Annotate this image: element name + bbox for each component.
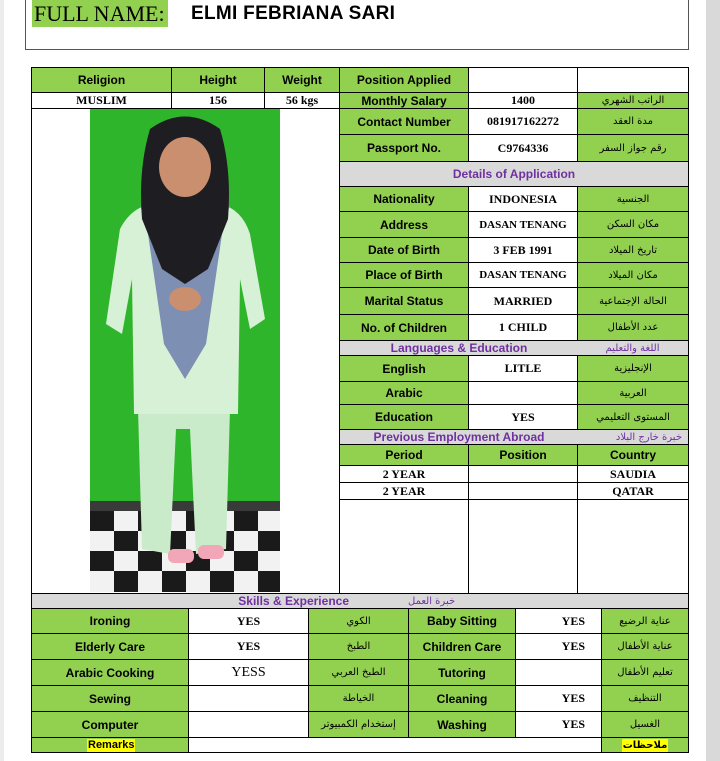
full-name-value: ELMI FEBRIANA SARI <box>191 3 396 24</box>
place-of-birth-ar: مكان الميلاد <box>577 262 689 288</box>
details-of-application-title: Details of Application <box>339 161 689 187</box>
position-applied-label: Position Applied <box>339 67 469 93</box>
remarks-label: Remarks <box>88 738 135 751</box>
sewing-value <box>188 685 309 712</box>
address-value: DASAN TENANG <box>468 211 578 238</box>
english-ar: الإنجليزية <box>577 355 689 382</box>
elderly-care-value: YES <box>188 633 309 660</box>
ironing-ar: الكوي <box>308 608 409 634</box>
cleaning-ar: التنظيف <box>601 685 689 712</box>
arabic-cooking-ar: الطبخ العربي <box>308 659 409 686</box>
employment-country-1: SAUDIA <box>577 465 689 483</box>
washing-ar: الغسيل <box>601 711 689 738</box>
elderly-care-ar: الطبخ <box>308 633 409 660</box>
skills-experience-ar: خبرة العمل <box>408 593 689 609</box>
marital-status-label: Marital Status <box>339 287 469 315</box>
weight-label: Weight <box>264 67 340 93</box>
date-of-birth-label: Date of Birth <box>339 237 469 263</box>
computer-label: Computer <box>31 711 189 738</box>
arabic-label: Arabic <box>339 381 469 405</box>
monthly-salary-label: Monthly Salary <box>339 92 469 109</box>
religion-label: Religion <box>31 67 172 93</box>
baby-sitting-label: Baby Sitting <box>408 608 516 634</box>
applicant-photo <box>90 109 280 592</box>
height-value: 156 <box>171 92 265 109</box>
contact-number-value: 081917162272 <box>468 108 578 135</box>
passport-label: Passport No. <box>339 134 469 162</box>
page-shadow-left <box>0 0 4 761</box>
nationality-ar: الجنسية <box>577 186 689 212</box>
passport-ar: رقم جواز السفر <box>577 134 689 162</box>
baby-sitting-value: YES <box>515 608 602 634</box>
arabic-cooking-value: YESS <box>188 659 309 686</box>
name-header <box>25 0 689 50</box>
employment-empty-period <box>339 499 469 594</box>
monthly-salary-ar: الراتب الشهري <box>577 92 689 109</box>
sewing-ar: الخياطة <box>308 685 409 712</box>
baby-sitting-ar: عناية الرضيع <box>601 608 689 634</box>
children-care-ar: عناية الأطفال <box>601 633 689 660</box>
employment-empty-position <box>468 499 578 594</box>
skills-experience-title: Skills & Experience <box>31 593 409 609</box>
nationality-label: Nationality <box>339 186 469 212</box>
weight-value: 56 kgs <box>264 92 340 109</box>
employment-country-2: QATAR <box>577 482 689 500</box>
contact-number-label: Contact Number <box>339 108 469 135</box>
computer-value <box>188 711 309 738</box>
marital-status-ar: الحالة الإجتماعية <box>577 287 689 315</box>
tutoring-ar: تعليم الأطفال <box>601 659 689 686</box>
tutoring-value <box>515 659 602 686</box>
employment-period-1: 2 YEAR <box>339 465 469 483</box>
monthly-salary-value: 1400 <box>468 92 578 109</box>
page-edge <box>706 0 720 761</box>
contact-number-ar: مدة العقد <box>577 108 689 135</box>
cleaning-value: YES <box>515 685 602 712</box>
previous-employment-title: Previous Employment Abroad <box>339 429 578 445</box>
children-label: No. of Children <box>339 314 469 341</box>
languages-education-title: Languages & Education <box>339 340 578 356</box>
children-care-value: YES <box>515 633 602 660</box>
marital-status-value: MARRIED <box>468 287 578 315</box>
employment-position-2 <box>468 482 578 500</box>
remarks-value <box>188 737 602 753</box>
education-value: YES <box>468 404 578 430</box>
remarks-ar-cell <box>601 737 689 753</box>
previous-employment-ar: خبرة خارج البلاد <box>577 429 689 445</box>
place-of-birth-label: Place of Birth <box>339 262 469 288</box>
position-applied-value <box>468 67 578 93</box>
date-of-birth-ar: تاريخ الميلاد <box>577 237 689 263</box>
position-header: Position <box>468 444 578 466</box>
religion-value: MUSLIM <box>31 92 172 109</box>
full-name-label: FULL NAME: <box>32 0 168 27</box>
arabic-value <box>468 381 578 405</box>
address-label: Address <box>339 211 469 238</box>
children-care-label: Children Care <box>408 633 516 660</box>
children-value: 1 CHILD <box>468 314 578 341</box>
address-ar: مكان السكن <box>577 211 689 238</box>
children-ar: عدد الأطفال <box>577 314 689 341</box>
english-label: English <box>339 355 469 382</box>
employment-empty-country <box>577 499 689 594</box>
education-ar: المستوى التعليمي <box>577 404 689 430</box>
place-of-birth-value: DASAN TENANG <box>468 262 578 288</box>
sewing-label: Sewing <box>31 685 189 712</box>
employment-period-2: 2 YEAR <box>339 482 469 500</box>
country-header: Country <box>577 444 689 466</box>
remarks-ar: ملاحظات <box>622 739 668 751</box>
period-header: Period <box>339 444 469 466</box>
education-label: Education <box>339 404 469 430</box>
elderly-care-label: Elderly Care <box>31 633 189 660</box>
languages-education-ar: اللغة والتعليم <box>577 340 689 356</box>
computer-ar: إستخدام الكمبيوتر <box>308 711 409 738</box>
ironing-value: YES <box>188 608 309 634</box>
nationality-value: INDONESIA <box>468 186 578 212</box>
ironing-label: Ironing <box>31 608 189 634</box>
arabic-cooking-label: Arabic Cooking <box>31 659 189 686</box>
employment-position-1 <box>468 465 578 483</box>
tutoring-label: Tutoring <box>408 659 516 686</box>
position-applied-ar <box>577 67 689 93</box>
washing-value: YES <box>515 711 602 738</box>
english-value: LITLE <box>468 355 578 382</box>
cleaning-label: Cleaning <box>408 685 516 712</box>
height-label: Height <box>171 67 265 93</box>
date-of-birth-value: 3 FEB 1991 <box>468 237 578 263</box>
washing-label: Washing <box>408 711 516 738</box>
arabic-ar: العربية <box>577 381 689 405</box>
passport-value: C9764336 <box>468 134 578 162</box>
remarks-label-cell <box>31 737 189 753</box>
